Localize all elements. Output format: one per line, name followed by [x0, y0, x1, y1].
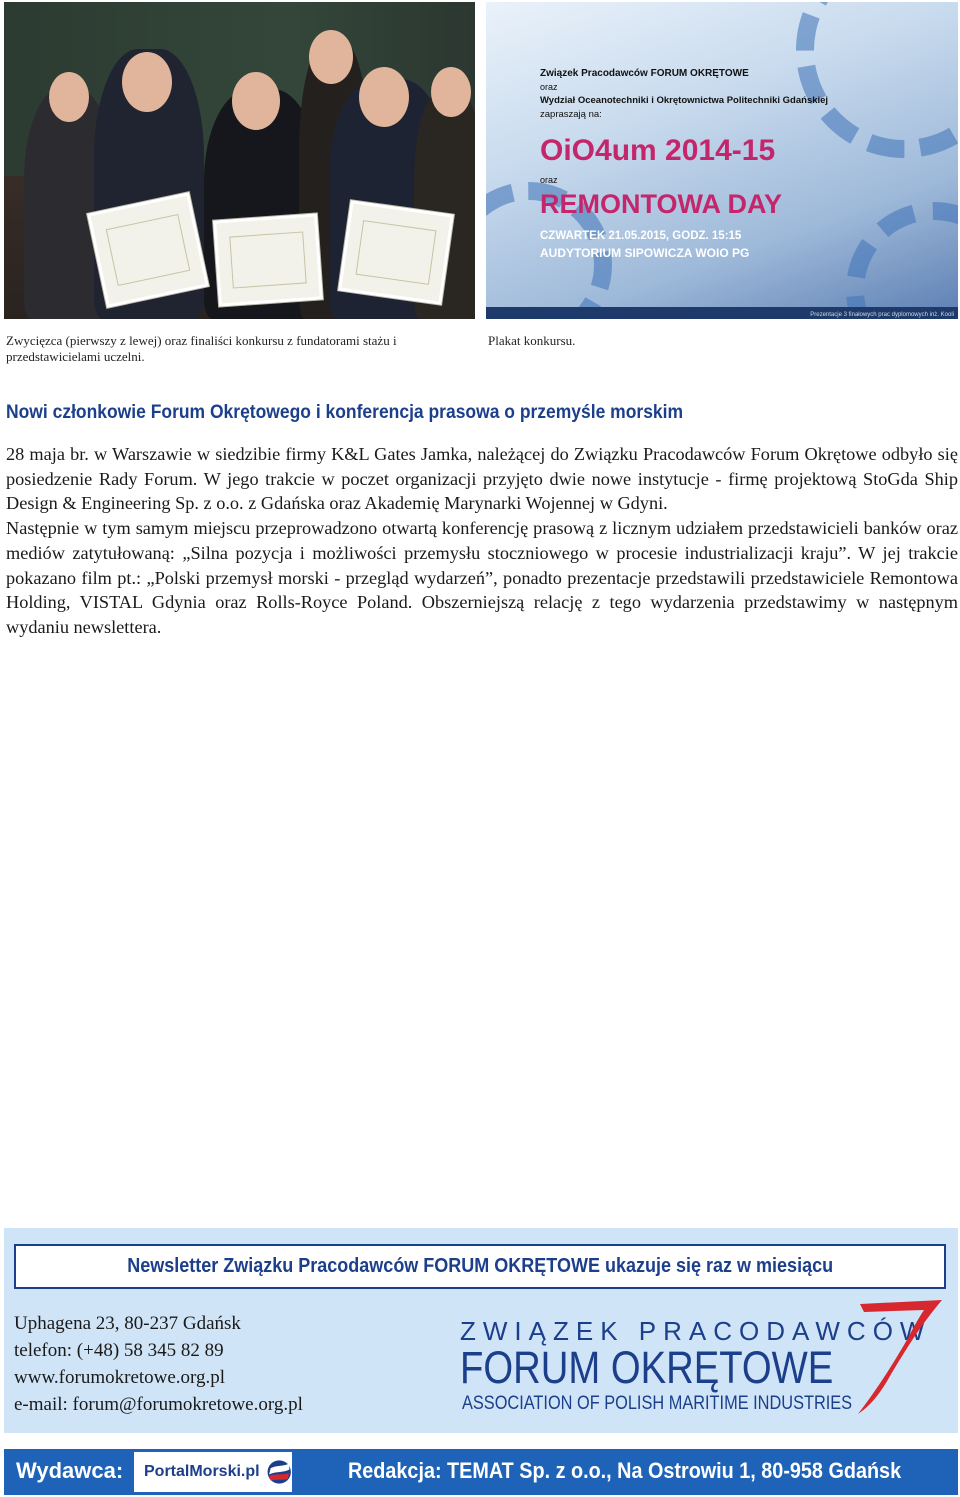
poster-place: AUDYTORIUM SIPOWICZA WOIO PG [540, 246, 750, 260]
article-paragraph: Następnie w tym samym miejscu przeprowadzono otwartą konferencję prasową z licznym udziałem przedstawicieli banków oraz mediów zatytułowaną: „Silna pozycja i możliwości przemysłu stoczniowego w procesie industrializacji kraju”. W jej trakcie pokazano film pt.: „Polski przemysł morski - przegląd wydarzeń”, ponadto prezentacje przedstawili przedstawiciele Remontowa Holding, VISTAL Gdynia oraz Rolls-Royce Poland. Obszerniejszą relację z tego wydarzenia przedstawimy w następnym wydaniu newslettera. [6, 518, 958, 637]
poster-line: oraz [540, 175, 558, 185]
poster-title: REMONTOWA DAY [540, 189, 783, 219]
gear-icon [796, 2, 958, 158]
poster-footnote: Prezentacje 3 finałowych prac dyplomowych inż. Kooli [810, 312, 954, 318]
gear-icon [846, 202, 958, 319]
org-logo-line3: ASSOCIATION OF POLISH MARITIME INDUSTRIES [462, 1393, 853, 1414]
certificate [338, 200, 454, 305]
contact-address: Uphagena 23, 80-237 Gdańsk [14, 1313, 241, 1334]
contact-email[interactable]: e-mail: forum@forumokretowe.org.pl [14, 1394, 303, 1415]
publisher-label: Wydawca: [16, 1458, 124, 1483]
poster-line: Związek Pracodawców FORUM OKRĘTOWE [540, 68, 749, 79]
editorial-info: Redakcja: TEMAT Sp. z o.o., Na Ostrowiu 1, 80-958 Gdańsk [348, 1458, 902, 1483]
photo-face [49, 72, 89, 122]
photo-face [309, 30, 353, 84]
org-logo-line1: ZWIĄZEK PRACODAWCÓW [460, 1316, 932, 1346]
award-photo [4, 2, 475, 319]
poster-date: CZWARTEK 21.05.2015, GODZ. 15:15 [540, 230, 742, 242]
contact-info [14, 1310, 303, 1418]
newsletter-banner-text: Newsletter Związku Pracodawców FORUM OKRĘTOWE ukazuje się raz w miesiącu [127, 1255, 833, 1277]
article-heading: Nowi członkowie Forum Okrętowego i konferencja prasowa o przemyśle morskim [6, 402, 684, 423]
logo-swoosh-icon [850, 1296, 950, 1416]
contact-website[interactable]: www.forumokretowe.org.pl [14, 1367, 226, 1388]
photo-face [232, 72, 280, 130]
contact-phone: telefon: (+48) 58 345 82 89 [14, 1340, 224, 1361]
poster-line: Wydział Oceanotechniki i Okrętownictwa Politechniki Gdańskiej [540, 95, 829, 106]
publisher-bar [4, 1449, 958, 1495]
article-paragraph: 28 maja br. w Warszawie w siedzibie firmy K&L Gates Jamka, należącej do Związku Pracodawców Forum Okrętowe odbyło się posiedzenie Rady Forum. W jego trakcie w poczet organizacji przyjęto dwie nowe instytucje - firmę projektową StoGda Ship Design & Engineering Sp. z o.o. z Gdańska oraz Akademię Marynarki Wojennej w Gdyni. [6, 444, 958, 514]
photo-caption: Zwycięzca (pierwszy z lewej) oraz finaliści konkursu z fundatorami stażu i przedstawicielami uczelni. [6, 333, 397, 364]
poster-line: zapraszają na: [540, 109, 602, 120]
photo-face [431, 67, 471, 117]
globe-icon [266, 1455, 292, 1489]
contest-poster [486, 2, 958, 319]
portalmorski-logo[interactable] [134, 1452, 292, 1492]
org-logo-line2: FORUM OKRĘTOWE [460, 1342, 834, 1393]
article-body [6, 442, 958, 640]
poster-line: oraz [540, 82, 558, 92]
photo-face [122, 52, 172, 112]
poster-caption: Plakat konkursu. [488, 333, 576, 348]
photo-face [359, 67, 409, 127]
portalmorski-logo-text: PortalMorski.pl [144, 1463, 260, 1480]
newsletter-banner [14, 1244, 946, 1289]
poster-title: OiO4um 2014-15 [540, 134, 776, 167]
certificate [213, 213, 323, 306]
